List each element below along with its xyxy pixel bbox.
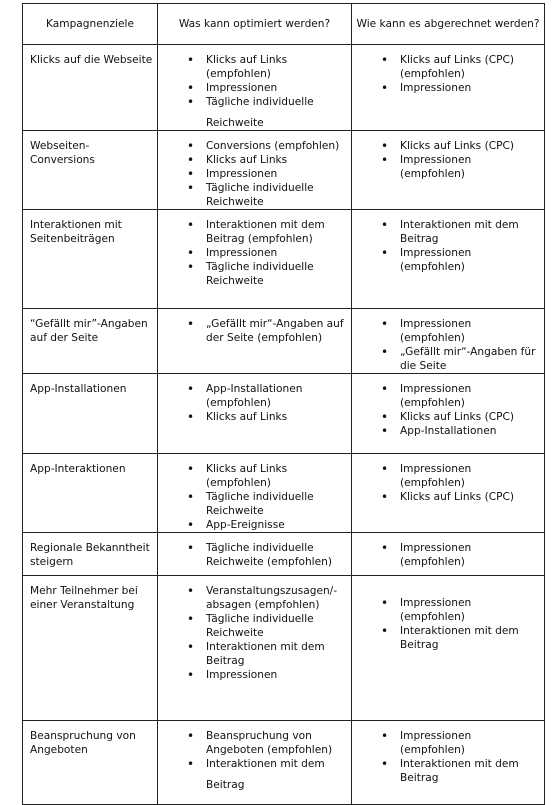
campaign-goal-cell: App-Installationen	[23, 374, 158, 454]
campaign-goal-cell: Webseiten-Conversions	[23, 131, 158, 210]
table-row	[23, 721, 545, 805]
list-item: • Klicks auf Links (CPC)	[400, 490, 538, 504]
optimize-list	[158, 454, 351, 532]
optimize-cell	[158, 454, 352, 533]
optimize-cell	[158, 210, 352, 309]
billing-cell	[352, 454, 545, 533]
optimize-list	[158, 309, 351, 345]
list-item: • Interaktionen mit dem Beitrag	[206, 640, 345, 668]
billing-list	[352, 45, 544, 95]
list-item: • Klicks auf Links (empfohlen)	[206, 462, 345, 490]
list-item: • Impressionen (empfohlen)	[400, 382, 538, 410]
campaign-goal-cell: Mehr Teilnehmer bei einer Veranstaltung	[23, 576, 158, 721]
list-item: • Klicks auf Links (CPC)	[400, 139, 538, 153]
optimize-cell	[158, 45, 352, 131]
list-item: • App-Installationen (empfohlen)	[206, 382, 345, 410]
list-item: • Klicks auf Links (CPC)	[400, 410, 538, 424]
campaign-goal-cell: Regionale Bekanntheit steigern	[23, 533, 158, 576]
list-item: Beitrag	[206, 779, 245, 791]
optimize-list	[158, 576, 351, 682]
table-row	[23, 533, 545, 576]
list-item: • Klicks auf Links (CPC) (empfohlen)	[400, 53, 538, 81]
list-item: • Impressionen (empfohlen)	[400, 596, 538, 624]
campaign-goals-table	[22, 3, 545, 805]
optimize-list	[158, 210, 351, 288]
optimize-list	[158, 374, 351, 424]
list-item: • Interaktionen mit dem Beitrag (empfohlen)	[206, 218, 345, 246]
list-item: • Tägliche individuelle Reichweite	[206, 260, 345, 288]
billing-list	[352, 721, 544, 785]
list-item: • Tägliche individuelle Reichweite	[206, 612, 345, 640]
table-row	[23, 210, 545, 309]
list-item: • Conversions (empfohlen)	[206, 139, 345, 153]
header-optimize: Was kann optimiert werden?	[158, 4, 352, 45]
list-item: • Klicks auf Links	[206, 153, 345, 167]
table-row	[23, 576, 545, 721]
optimize-cell	[158, 576, 352, 721]
optimize-cell	[158, 309, 352, 374]
billing-cell	[352, 374, 545, 454]
billing-list	[352, 210, 544, 274]
list-item: • Impressionen	[206, 81, 345, 95]
list-item: • „Gefällt mir“-Angaben für die Seite	[400, 345, 538, 373]
list-item: • Tägliche individuelle Reichweite (empfohlen)	[206, 541, 345, 569]
optimize-cell	[158, 374, 352, 454]
billing-cell	[352, 721, 545, 805]
optimize-list	[158, 45, 351, 130]
billing-cell	[352, 576, 545, 721]
campaign-goal-cell: App-Interaktionen	[23, 454, 158, 533]
list-item: • Impressionen (empfohlen)	[400, 729, 538, 757]
optimize-list	[158, 721, 351, 792]
header-billing: Wie kann es abgerechnet werden?	[352, 4, 545, 45]
billing-list	[352, 131, 544, 181]
list-item: • Beanspruchung von Angeboten (empfohlen)	[206, 729, 345, 757]
campaign-goal-cell: Beanspruchung von Angeboten	[23, 721, 158, 805]
list-item: • Klicks auf Links (empfohlen)	[206, 53, 345, 81]
optimize-cell	[158, 533, 352, 576]
list-item: • Interaktionen mit dem Beitrag	[400, 218, 538, 246]
list-item: • Impressionen	[206, 246, 345, 260]
optimize-cell	[158, 131, 352, 210]
list-item: • Impressionen (empfohlen)	[400, 541, 538, 569]
list-item: • Veranstaltungszusagen/-absagen (empfohlen)	[206, 584, 345, 612]
billing-cell	[352, 45, 545, 131]
list-item: • Impressionen (empfohlen)	[400, 246, 538, 274]
list-item: • App-Ereignisse	[206, 518, 345, 532]
header-goal: Kampagnenziele	[23, 4, 158, 45]
optimize-list	[158, 533, 351, 569]
list-item: • „Gefällt mir“-Angaben auf der Seite (empfohlen)	[206, 317, 345, 345]
billing-list	[352, 533, 544, 569]
campaign-goal-cell: Klicks auf die Webseite	[23, 45, 158, 131]
billing-cell	[352, 533, 545, 576]
table-row	[23, 131, 545, 210]
campaign-goal-cell: Interaktionen mit Seitenbeiträgen	[23, 210, 158, 309]
list-item: • Klicks auf Links	[206, 410, 345, 424]
list-item: • Tägliche individuelle	[206, 95, 345, 109]
optimize-cell	[158, 721, 352, 805]
table-row	[23, 374, 545, 454]
list-item: • Tägliche individuelle Reichweite	[206, 490, 345, 518]
list-item: Reichweite	[206, 117, 264, 129]
list-item: • Impressionen	[206, 167, 345, 181]
billing-list	[352, 309, 544, 373]
billing-cell	[352, 131, 545, 210]
list-item: • Tägliche individuelle Reichweite	[206, 181, 345, 209]
list-item: • Impressionen (empfohlen)	[400, 462, 538, 490]
list-item: • Impressionen (empfohlen)	[400, 317, 538, 345]
billing-cell	[352, 309, 545, 374]
table-row	[23, 309, 545, 374]
list-item: • App-Installationen	[400, 424, 538, 438]
list-item: • Interaktionen mit dem Beitrag	[400, 624, 538, 652]
list-item: • Impressionen	[400, 81, 538, 95]
billing-list	[352, 588, 544, 652]
table-header-row	[23, 4, 545, 45]
list-item: • Impressionen	[206, 668, 345, 682]
campaign-goal-cell: “Gefällt mir”-Angaben auf der Seite	[23, 309, 158, 374]
table-row	[23, 454, 545, 533]
list-item: • Impressionen (empfohlen)	[400, 153, 538, 181]
list-item: • Interaktionen mit dem	[206, 757, 345, 771]
billing-list	[352, 454, 544, 504]
billing-list	[352, 374, 544, 438]
list-item: • Interaktionen mit dem Beitrag	[400, 757, 538, 785]
table-row	[23, 45, 545, 131]
billing-cell	[352, 210, 545, 309]
optimize-list	[158, 131, 351, 209]
